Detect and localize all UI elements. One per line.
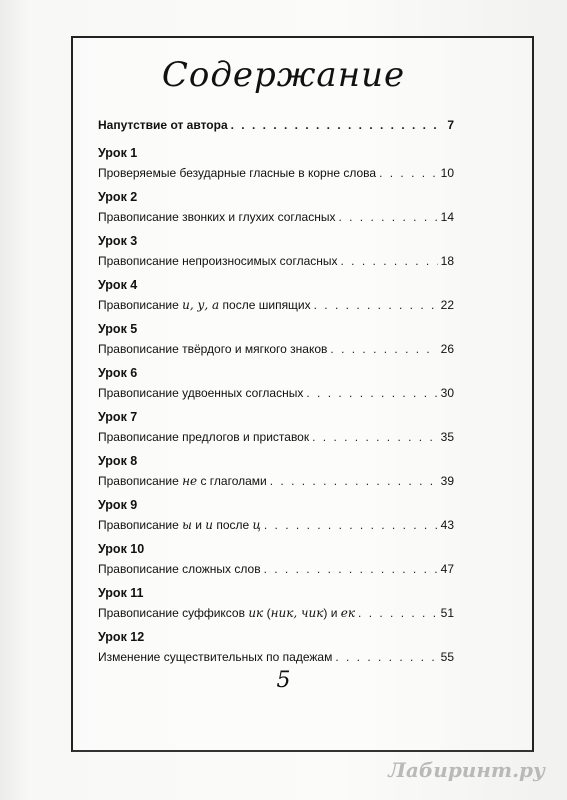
lesson-page: 35 xyxy=(440,430,454,444)
lesson-title: Урок 6 xyxy=(98,366,138,380)
lesson-page: 51 xyxy=(440,606,454,620)
lesson-page: 14 xyxy=(440,210,454,224)
lesson-page: 26 xyxy=(440,342,454,356)
watermark-logo: Лабиринт.ру xyxy=(388,758,545,782)
lesson-label-italic: ек xyxy=(340,606,356,620)
lesson-label xyxy=(98,210,335,224)
lesson-row[interactable] xyxy=(98,474,454,495)
lesson-row[interactable] xyxy=(98,386,454,407)
lesson-title: Урок 9 xyxy=(98,498,138,512)
lesson-row[interactable] xyxy=(98,210,454,231)
dot-leader xyxy=(231,118,439,132)
lesson-label-text: Правописание xyxy=(98,474,183,488)
dot-leader xyxy=(312,430,438,444)
lesson-label-italic: не xyxy=(182,474,198,488)
lesson-title: Урок 3 xyxy=(98,234,138,248)
lesson-label-italic: ик xyxy=(248,606,264,620)
lesson-title: Урок 4 xyxy=(98,278,138,292)
lesson-label-text: и xyxy=(191,518,206,532)
dot-leader xyxy=(358,606,438,620)
lesson-label-text: ) и xyxy=(323,606,341,620)
lesson-title: Урок 10 xyxy=(98,542,145,556)
lesson-entry xyxy=(98,454,454,495)
lesson-label xyxy=(98,518,261,532)
lesson-label-text: после xyxy=(213,518,253,532)
lesson-entry xyxy=(98,542,454,583)
lesson-title: Урок 8 xyxy=(98,454,138,468)
lesson-row[interactable] xyxy=(98,430,454,451)
dot-leader xyxy=(270,474,438,488)
lesson-page: 55 xyxy=(440,650,454,664)
lesson-row[interactable] xyxy=(98,298,454,319)
dot-leader xyxy=(264,562,438,576)
lesson-entry xyxy=(98,146,454,187)
lesson-page: 10 xyxy=(440,166,454,180)
lesson-label xyxy=(98,342,327,356)
lesson-page: 39 xyxy=(440,474,454,488)
lesson-entry xyxy=(98,410,454,451)
lesson-page: 47 xyxy=(440,562,454,576)
lesson-page: 18 xyxy=(440,254,454,268)
lesson-label-text: Правописание твёрдого и мягкого знаков xyxy=(98,342,328,356)
lesson-row[interactable] xyxy=(98,254,454,275)
lesson-label xyxy=(98,430,309,444)
page-title: Содержание xyxy=(161,55,406,95)
intro-page: 7 xyxy=(447,118,454,132)
lesson-label xyxy=(98,254,338,268)
lesson-entry xyxy=(98,498,454,539)
dot-leader xyxy=(306,386,437,400)
lesson-label xyxy=(98,562,261,576)
lesson-title: Урок 5 xyxy=(98,322,138,336)
dot-leader xyxy=(264,518,438,532)
lessons-list xyxy=(98,146,454,671)
dot-leader xyxy=(338,210,437,224)
lesson-page: 22 xyxy=(440,298,454,312)
lesson-row[interactable] xyxy=(98,562,454,583)
lesson-title: Урок 2 xyxy=(98,190,138,204)
lesson-label-text: Изменение существительных по падежам xyxy=(98,650,333,664)
lesson-entry xyxy=(98,322,454,363)
dot-leader xyxy=(335,650,437,664)
lesson-label-text: Правописание звонких и глухих согласных xyxy=(98,210,336,224)
lesson-label-text: Правописание непроизносимых согласных xyxy=(98,254,338,268)
lesson-row[interactable] xyxy=(98,342,454,363)
lesson-page: 43 xyxy=(440,518,454,532)
lesson-row[interactable] xyxy=(98,166,454,187)
lesson-page: 30 xyxy=(440,386,454,400)
intro-label: Напутствие от автора xyxy=(98,118,228,132)
lesson-label-text: после шипящих xyxy=(219,298,311,312)
lesson-title: Урок 1 xyxy=(98,146,138,160)
lesson-label xyxy=(98,606,355,620)
lesson-entry xyxy=(98,278,454,319)
lesson-label xyxy=(98,650,332,664)
lesson-entry xyxy=(98,586,454,627)
lesson-label-text: с глаголами xyxy=(197,474,267,488)
dot-leader xyxy=(341,254,438,268)
lesson-label-text: Правописание xyxy=(98,518,183,532)
lesson-label-text: Правописание суффиксов xyxy=(98,606,249,620)
lesson-label-text: Правописание сложных слов xyxy=(98,562,261,576)
dot-leader xyxy=(379,166,438,180)
lesson-row[interactable] xyxy=(98,518,454,539)
lesson-label-italic: и xyxy=(205,518,213,532)
lesson-title: Урок 7 xyxy=(98,410,138,424)
lesson-entry xyxy=(98,366,454,407)
lesson-label-text: Правописание предлогов и приставок xyxy=(98,430,310,444)
lesson-label xyxy=(98,298,311,312)
dot-leader xyxy=(314,298,438,312)
lesson-label-italic: и, у, а xyxy=(182,298,220,312)
dot-leader xyxy=(330,342,437,356)
lesson-title: Урок 11 xyxy=(98,586,144,600)
lesson-label-italic: ц xyxy=(252,518,261,532)
lesson-entry xyxy=(98,234,454,275)
lesson-label-text: ( xyxy=(263,606,271,620)
lesson-label xyxy=(98,386,303,400)
lesson-label-text: Правописание xyxy=(98,298,183,312)
lesson-row[interactable] xyxy=(98,606,454,627)
lesson-entry xyxy=(98,630,454,671)
lesson-label-text: Проверяемые безударные гласные в корне слова xyxy=(98,166,377,180)
lesson-title: Урок 12 xyxy=(98,630,145,644)
lesson-entry xyxy=(98,190,454,231)
lesson-label xyxy=(98,166,376,180)
lesson-label-italic: ник, чик xyxy=(270,606,324,620)
table-of-contents xyxy=(98,118,454,674)
page-number: 5 xyxy=(276,668,291,693)
lesson-label-text: Правописание удвоенных согласных xyxy=(98,386,304,400)
lesson-label xyxy=(98,474,267,488)
intro-row[interactable] xyxy=(98,118,454,139)
lesson-label-italic: ы xyxy=(182,518,192,532)
